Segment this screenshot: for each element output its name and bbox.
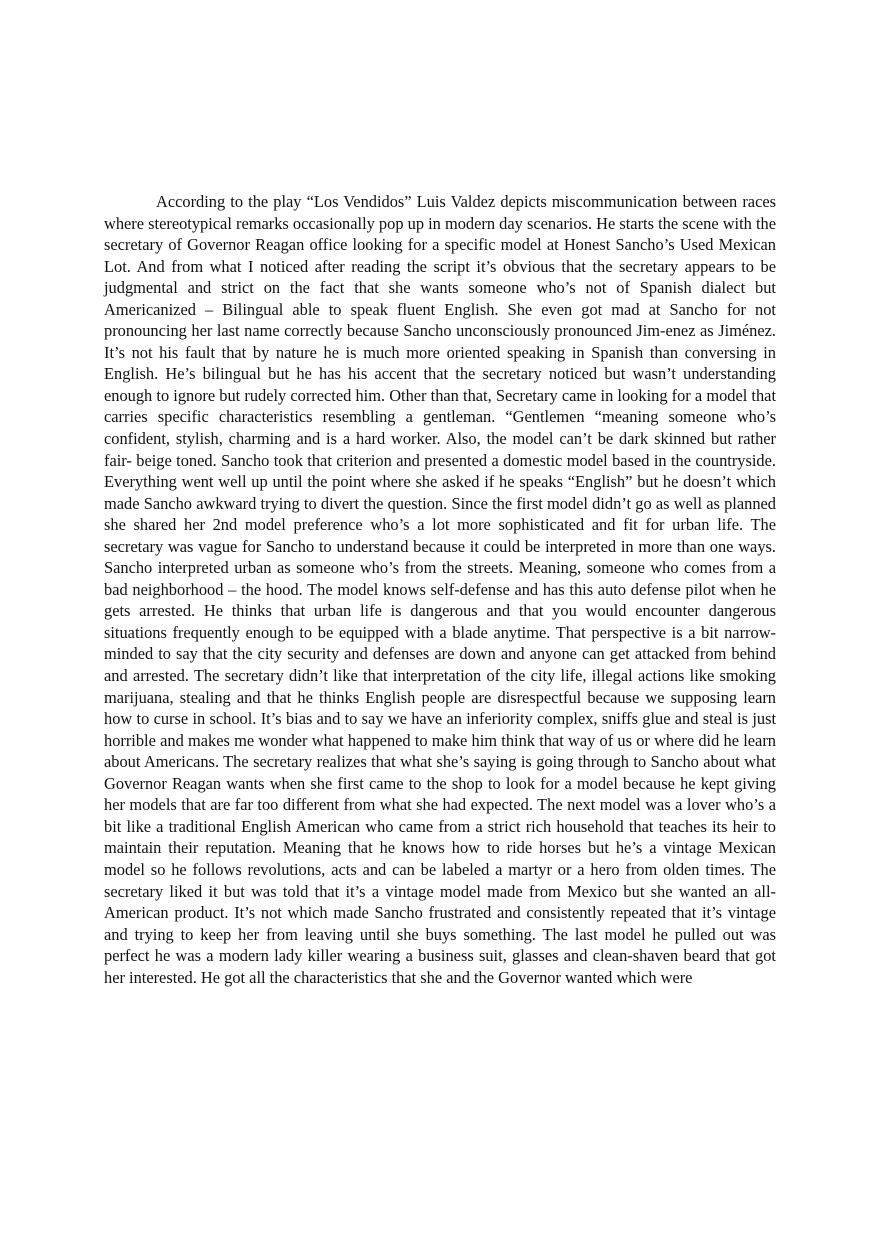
essay-paragraph: According to the play “Los Vendidos” Luis Valdez depicts miscommunication between races where stereotypical remarks occasionally pop up in modern day scenarios. He starts the scene with the secretary of Governor Reagan office looking for a specific model at Honest Sancho’s Used Mexican Lot. And from what I noticed after reading the script it’s obvious that the secretary appears to be judgmental and strict on the fact that she wants someone who’s not of Spanish dialect but Americanized – Bilingual able to speak fluent English. She even got mad at Sancho for not pronouncing her last name correctly because Sancho unconsciously pronounced Jim-enez as Jiménez. It’s not his fault that by nature he is much more oriented speaking in Spanish than conversing in English. He’s bilingual but he has his accent that the secretary noticed but wasn’t understanding enough to ignore but rudely corrected him. Other than that, Secretary came in looking for a model that carries specific characteristics resembling a gentleman. “Gentlemen “meaning someone who’s confident, stylish, charming and is a hard worker. Also, the model can’t be dark skinned but rather fair- beige toned. Sancho took that criterion and presented a domestic model based in the countryside. Everything went well up until the point where she asked if he speaks “English” but he doesn’t which made Sancho awkward trying to divert the question. Since the first model didn’t go as well as planned she shared her 2nd model preference who’s a lot more sophisticated and fit for urban life. The secretary was vague for Sancho to understand because it could be interpreted in more than one ways. Sancho interpreted urban as someone who’s from the streets. Meaning, someone who comes from a bad neighborhood – the hood. The model knows self-defense and has this auto defense pilot when he gets arrested. He thinks that urban life is dangerous and that you would encounter dangerous situations frequently enough to be equipped with a blade anytime. That perspective is a bit narrow-minded to say that the city security and defenses are down and anyone can get attacked from behind and arrested. The secretary didn’t like that interpretation of the city life, illegal actions like smoking marijuana, stealing and that he thinks English people are disrespectful because we supposing learn how to curse in school. It’s bias and to say we have an inferiority complex, sniffs glue and steal is just horrible and makes me wonder what happened to make him think that way of us or where did he learn about Americans. The secretary realizes that what she’s saying is going through to Sancho about what Governor Reagan wants when she first came to the shop to look for a model because he kept giving her models that are far too different from what she had expected. The next model was a lover who’s a bit like a traditional English American who came from a strict rich household that teaches its heir to maintain their reputation. Meaning that he knows how to ride horses but he’s a vintage Mexican model so he follows revolutions, acts and can be labeled a martyr or a hero from olden times. The secretary liked it but was told that it’s a vintage model made from Mexico but she wanted an all-American product. It’s not which made Sancho frustrated and consistently repeated that it’s vintage and trying to keep her from leaving until she buys something. The last model he pulled out was perfect he was a modern lady killer wearing a business suit, glasses and clean-shaven beard that got her interested. He got all the characteristics that she and the Governor wanted which were [104, 192, 776, 987]
